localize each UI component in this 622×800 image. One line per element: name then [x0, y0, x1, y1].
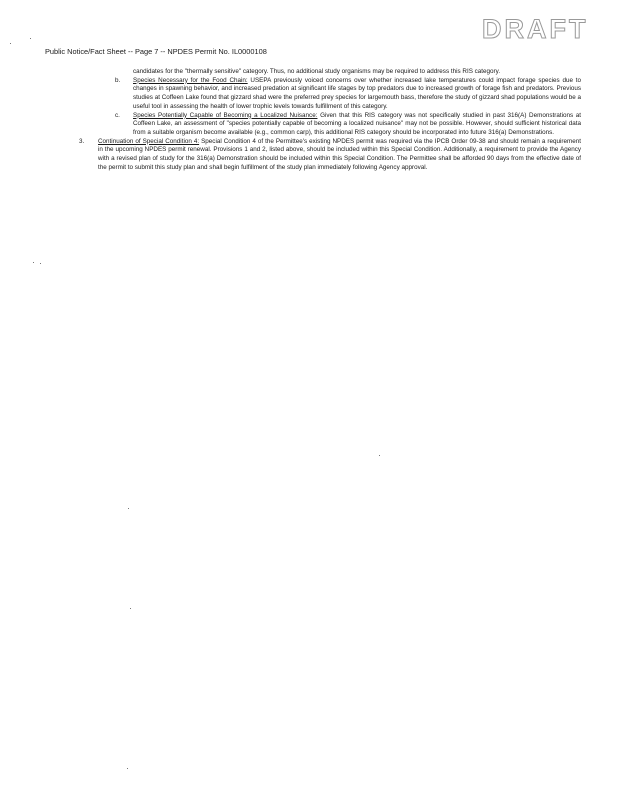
item-3-paragraph [98, 138, 581, 173]
document-body [79, 68, 581, 172]
draft-stamp: DRAFT [482, 14, 589, 44]
item-b-text: USEPA previously voiced concerns over whether increased lake temperatures could impact forage species due to changes in spawning behavior, and increased predation at significant life stages by top predators due to increased growth of forage fish and predators. Previous studies at Coffeen Lake found that gizzard shad were the preferred prey species for largemouth bass, therefore the study of gizzard shad populations would be a useful tool in assessing the health of lower trophic levels towards fulfillment of this category. [133, 76, 581, 110]
scan-speck [33, 262, 34, 263]
item-b-label: b. [115, 76, 121, 84]
scan-speck [379, 455, 380, 456]
item-b-title: Species Necessary for the Food Chain: [133, 76, 248, 84]
scan-speck [10, 43, 11, 44]
list-item-b [98, 77, 581, 112]
item-3-title: Continuation of Special Condition 4: [98, 137, 200, 145]
item-c-title: Species Potentially Capable of Becoming a Localized Nuisance: [133, 111, 318, 119]
item-c-paragraph [133, 112, 581, 138]
scan-speck [127, 768, 128, 769]
item-c-text: Given that this RIS category was not specifically studied in past 316(A) Demonstrations at Coffeen Lake, an assessment of "species potentially capable of becoming a localized nuisance" may not be possible. However, should sufficient historical data from a suitable organism become available (e.g., common carp), this additional RIS category should be incorporated into future 316(a) Demonstrations. [133, 111, 581, 136]
page-header: Public Notice/Fact Sheet -- Page 7 -- NPDES Permit No. IL0000108 [45, 47, 267, 56]
scan-speck [30, 38, 31, 39]
numbered-item-3 [79, 137, 581, 173]
continued-text: candidates for the "thermally sensitive" category. Thus, no additional study organisms may be required to address this RIS category. [133, 68, 501, 75]
scan-speck [130, 608, 131, 609]
scan-speck [128, 508, 129, 509]
item-c-label: c. [115, 111, 120, 119]
item-b-paragraph [133, 77, 581, 112]
continued-paragraph [98, 68, 581, 77]
item-3-label: 3. [79, 137, 85, 145]
item-3-text: Special Condition 4 of the Permittee's existing NPDES permit was required via the IPCB Order 09-38 and should remain a requirement in the upcoming NPDES permit renewal. Provisions 1 and 2, listed above, should be included within this Special Condition. Additionally, a requirement to provide the Agency with a revised plan of study for the 316(a) Demonstration should be included within this Special Condition. The Permittee shall be afforded 90 days from the effective date of the permit to submit this study plan and shall begin fulfillment of the study plan immediately following Agency approval. [98, 137, 581, 171]
scan-speck [40, 263, 41, 264]
list-item-c [98, 112, 581, 138]
